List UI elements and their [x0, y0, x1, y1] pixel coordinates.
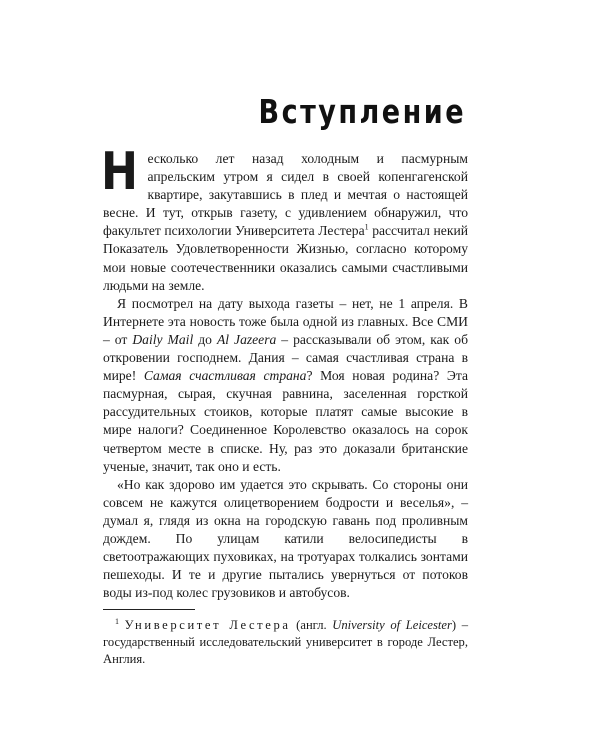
footnote-1	[103, 617, 468, 668]
main-text	[101, 142, 468, 602]
paragraph-2-text-d: ? Моя новая родина? Эта пасмурная, сырая, скучная равнина, заселенная горсткой рассудительных стоиков, которые платят самые высокие в мире налоги? Соединенное Королевство оказалось на сорок четвертом месте в списке. Ну, раз это доказали британские ученые, значит, так оно и есть.	[103, 368, 468, 474]
paragraph-1	[101, 142, 468, 295]
footnote-text-a: (англ.	[290, 618, 333, 632]
footnote-number: 1	[115, 616, 119, 626]
paragraph-2	[103, 295, 468, 476]
footnote-ref: 1	[364, 222, 369, 232]
footnote-term: Университет Лестера	[124, 618, 291, 632]
paragraph-1-text-a: есколько лет назад холодным и пасмурным апрельским утром я сидел в своей копенгагенской квартире, закутавшись в плед и мечтая о настоящей весне. И тут, открыв газету, с удивлением обнаружил, что факультет психологии Университета Лестера	[103, 151, 468, 239]
paragraph-2-text-c: – рассказывали об этом, как об откровении господнем. Дания – самая счастливая страна в мире!	[103, 331, 468, 384]
media-al-jazeera: Al Jazeera	[216, 331, 277, 347]
paragraph-2-text-b: до	[193, 331, 217, 347]
paragraph-1-text-b: рассчитал некий Показатель Удовлетворенности Жизнью, согласно которому мои новые соотечественники оказались самыми счастливыми людьми на земле.	[103, 223, 468, 293]
chapter-title: Вступление	[258, 92, 466, 131]
emphasis-happiest-country: Самая счастливая страна	[143, 368, 307, 384]
media-daily-mail: Daily Mail	[132, 331, 194, 347]
footnote	[103, 617, 468, 668]
footnote-divider	[103, 609, 195, 610]
paragraph-2-text-a: Я посмотрел на дату выхода газеты – нет, не 1 апреля. В Интернете эта новость тоже была одной из главных. Все СМИ – от	[103, 295, 468, 347]
footnote-english-name: University of Leicester	[332, 618, 452, 632]
drop-cap: Н	[101, 142, 139, 202]
paragraph-3	[103, 476, 468, 603]
footnote-text-b: ) – государственный исследовательский университет в городе Лестер, Англия.	[103, 618, 469, 666]
paragraph-3-text: «Но как здорово им удается это скрывать. Со стороны они совсем не кажутся олицетворением бодрости и веселья», – думал я, глядя из окна на городскую гавань под проливным дождем. По улицам катили велосипедисты в светоотражающих пуховиках, на тротуарах толкались зонтами пешеходы. И те и другие пытались увернуться от потоков воды из-под колес грузовиков и автобусов.	[103, 476, 468, 601]
